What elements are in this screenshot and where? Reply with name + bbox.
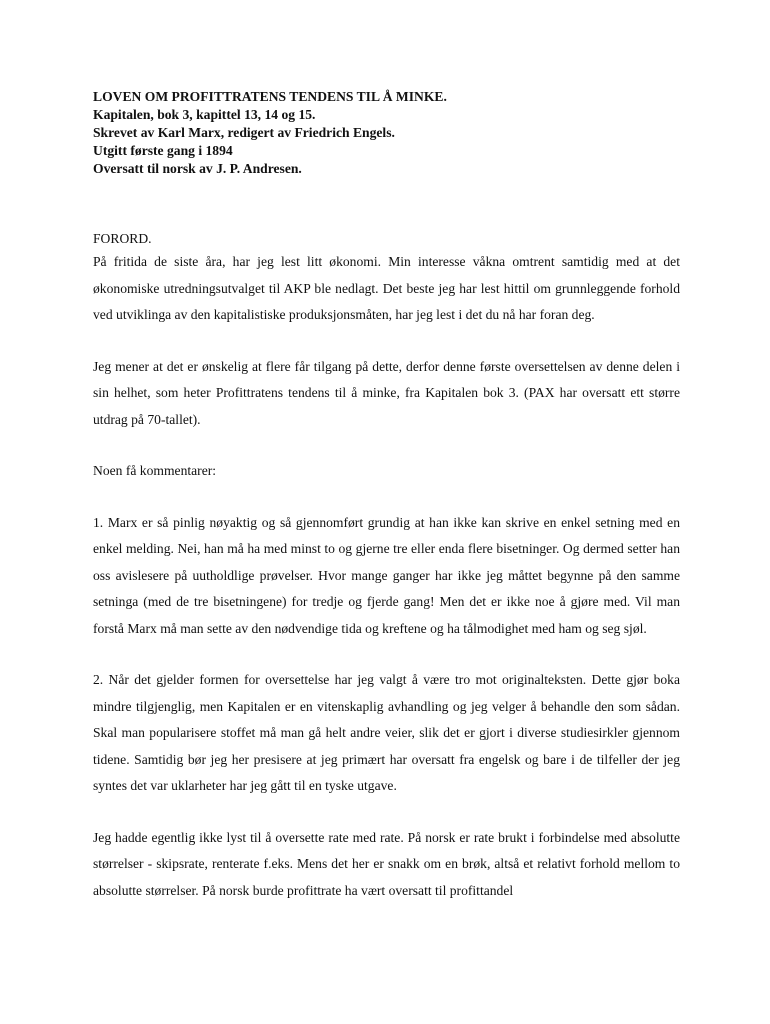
document-page: [93, 88, 680, 904]
paragraph-intro: På fritida de siste åra, har jeg lest litt økonomi. Min interesse våkna omtrent samtidig med at det økonomiske utredningsutvalget til AKP ble nedlagt. Det beste jeg har lest hittil om grunnleggende forhold ved utviklinga av den kapitalistiske produksjonsmåten, har jeg lest i det du nå har foran deg.: [93, 254, 680, 322]
author-line: Skrevet av Karl Marx, redigert av Friedrich Engels.: [93, 125, 395, 140]
source-reference: Kapitalen, bok 3, kapittel 13, 14 og 15.: [93, 107, 316, 122]
document-header: [93, 88, 680, 178]
document-title: LOVEN OM PROFITTRATENS TENDENS TIL Å MINKE.: [93, 89, 447, 104]
translator-line: Oversatt til norsk av J. P. Andresen.: [93, 161, 302, 176]
publication-line: Utgitt første gang i 1894: [93, 143, 233, 158]
paragraph-comments-heading: Noen få kommentarer:: [93, 463, 217, 478]
paragraph-motivation: Jeg mener at det er ønskelig at flere får tilgang på dette, derfor denne første oversettelsen av denne delen i sin helhet, som heter Profittratens tendens til å minke, fra Kapitalen bok 3. (PAX har oversatt ett større utdrag på 70-tallet).: [93, 358, 680, 427]
section-title: FORORD.: [93, 231, 152, 246]
paragraph-comment-2: 2. Når det gjelder formen for oversettelse har jeg valgt å være tro mot originalteksten. Dette gjør boka mindre tilgjenglig, men Kapitalen er en vitenskaplig avhandling og jeg velger å behandle den som sådan. Skal man popularisere stoffet må man gå helt andre veier, slik det er gjort i diverse studiesirkler gjennom tidene. Samtidig bør jeg her presisere at jeg primært har oversatt fra engelsk og bare i de tilfeller der jeg syntes det var uklarheter har jeg gått til en tyske utgave.: [93, 672, 680, 793]
paragraph-rate-note: Jeg hadde egentlig ikke lyst til å oversette rate med rate. På norsk er rate brukt i forbindelse med absolutte størrelser - skipsrate, renterate f.eks. Mens det her er snakk om en brøk, altså et relativt forhold mellom to absolutte størrelser. På norsk burde profittrate ha vært oversatt til profittandel: [93, 829, 680, 898]
paragraph-comment-1: 1. Marx er så pinlig nøyaktig og så gjennomført grundig at han ikke kan skrive en enkel setning med en enkel melding. Nei, han må ha med minst to og gjerne tre eller enda flere bisetninger. Og dermed setter han oss avislesere på uutholdlige prøvelser. Hvor mange ganger har ikke jeg måttet begynne på den samme setninga (med de tre bisetningene) for tredje og fjerde gang! Men det er ikke noe å gjøre med. Vil man forstå Marx må man sette av den nødvendige tida og kreftene og ha tålmodighet med ham og seg sjøl.: [93, 514, 680, 636]
